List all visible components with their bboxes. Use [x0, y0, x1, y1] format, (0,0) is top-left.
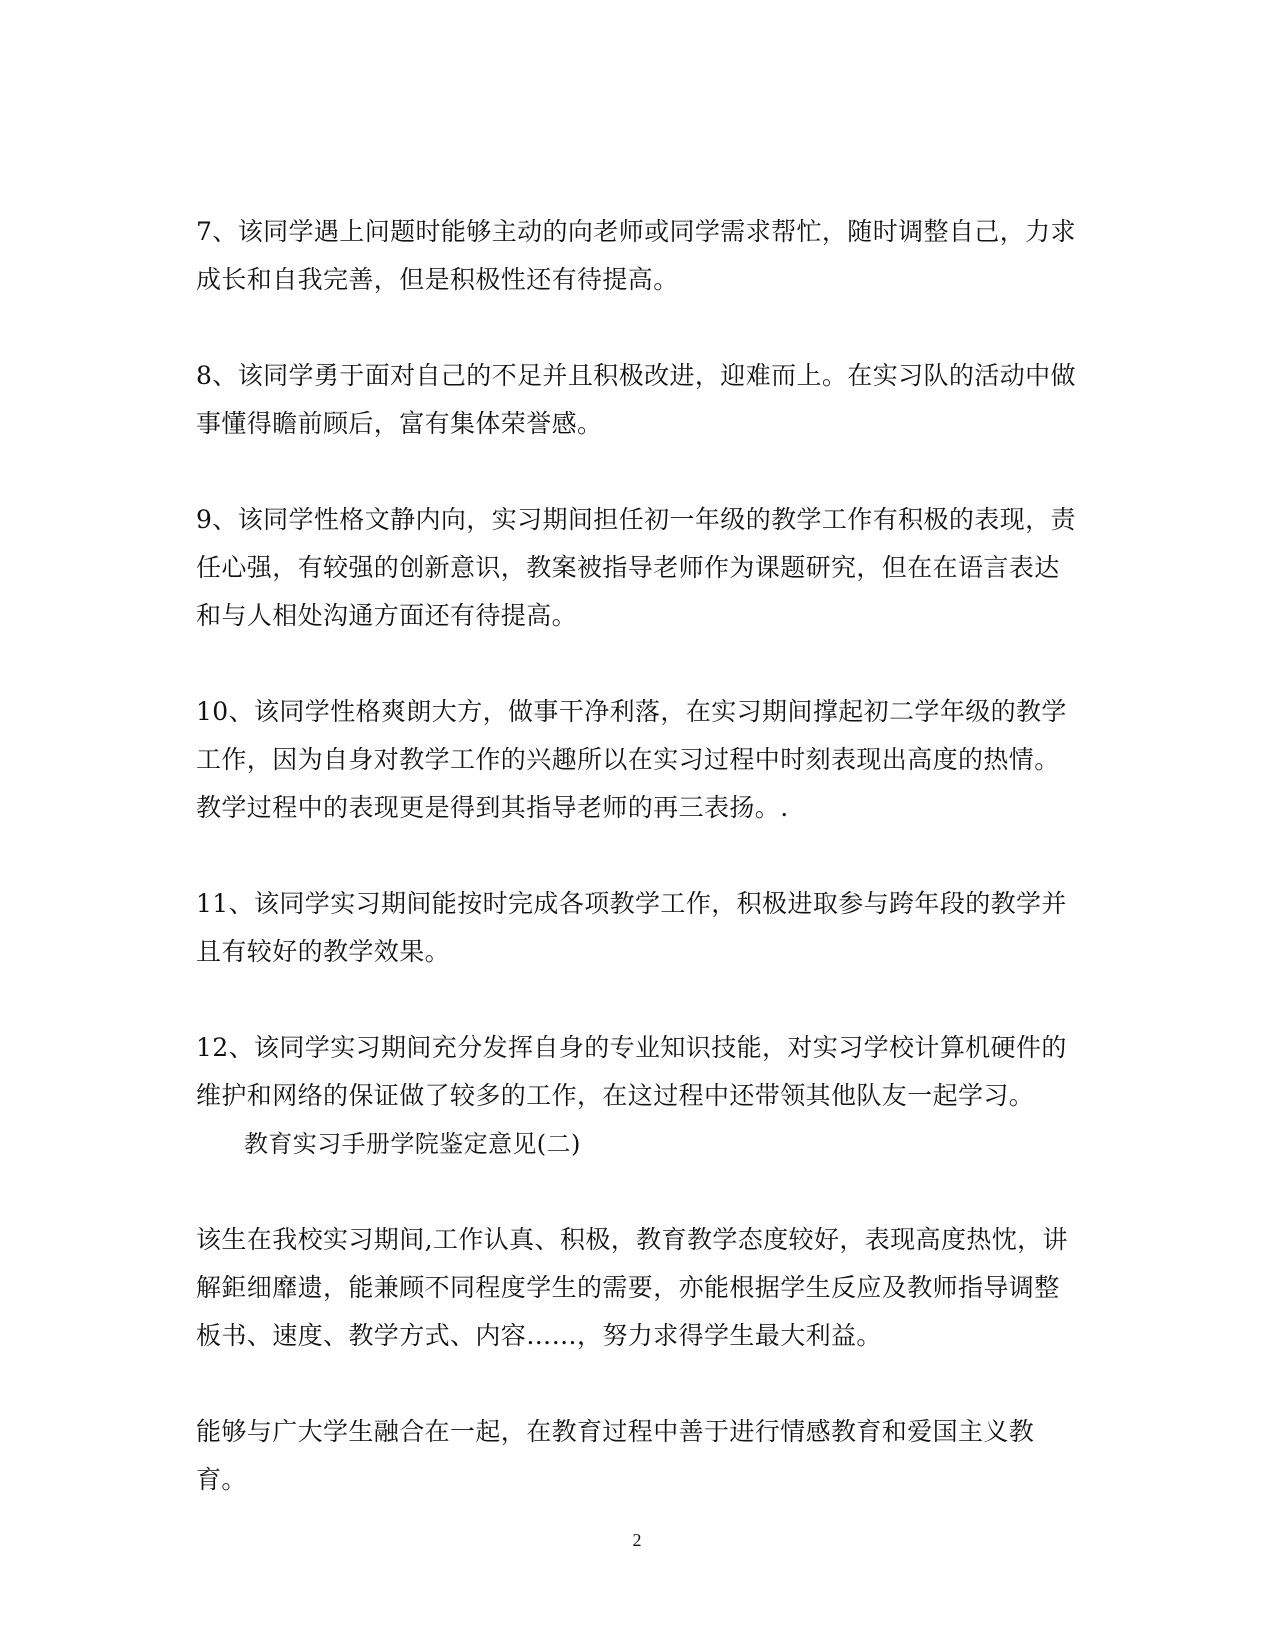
- document-body: [196, 208, 1076, 1552]
- page-number: 2: [632, 1530, 642, 1550]
- appraisal-paragraph-2: 能够与广大学生融合在一起，在教育过程中善于进行情感教育和爱国主义教育。: [196, 1417, 1035, 1494]
- appraisal-paragraph-1: 该生在我校实习期间,工作认真、积极，教育教学态度较好，表现高度热忱，讲解鉅细靡遗，能兼顾不同程度学生的需要，亦能根据学生反应及教师指导调整板书、速度、教学方式、内容……，努力求得学生最大利益。: [196, 1225, 1068, 1350]
- paragraph-11: 11、该同学实习期间能按时完成各项教学工作，积极进取参与跨年段的教学并且有较好的教学效果。: [196, 889, 1067, 966]
- paragraph-9: 9、该同学性格文静内向，实习期间担任初一年级的教学工作有积极的表现，责任心强，有较强的创新意识，教案被指导老师作为课题研究，但在在语言表达和与人相处沟通方面还有待提高。: [196, 505, 1076, 630]
- paragraph-7: 7、该同学遇上问题时能够主动的向老师或同学需求帮忙，随时调整自己，力求成长和自我完善，但是积极性还有待提高。: [196, 217, 1076, 294]
- paragraph-8: 8、该同学勇于面对自己的不足并且积极改进，迎难而上。在实习队的活动中做事懂得瞻前顾后，富有集体荣誉感。: [196, 361, 1076, 438]
- paragraph-10: 10、该同学性格爽朗大方，做事干净利落，在实习期间撑起初二学年级的教学工作，因为自身对教学工作的兴趣所以在实习过程中时刻表现出高度的热情。教学过程中的表现更是得到其指导老师的再三表扬。.: [196, 697, 1067, 822]
- paragraph-12: 12、该同学实习期间充分发挥自身的专业知识技能，对实习学校计算机硬件的维护和网络的保证做了较多的工作，在这过程中还带领其他队友一起学习。: [196, 1033, 1067, 1110]
- section-heading: 教育实习手册学院鉴定意见(二): [244, 1130, 581, 1158]
